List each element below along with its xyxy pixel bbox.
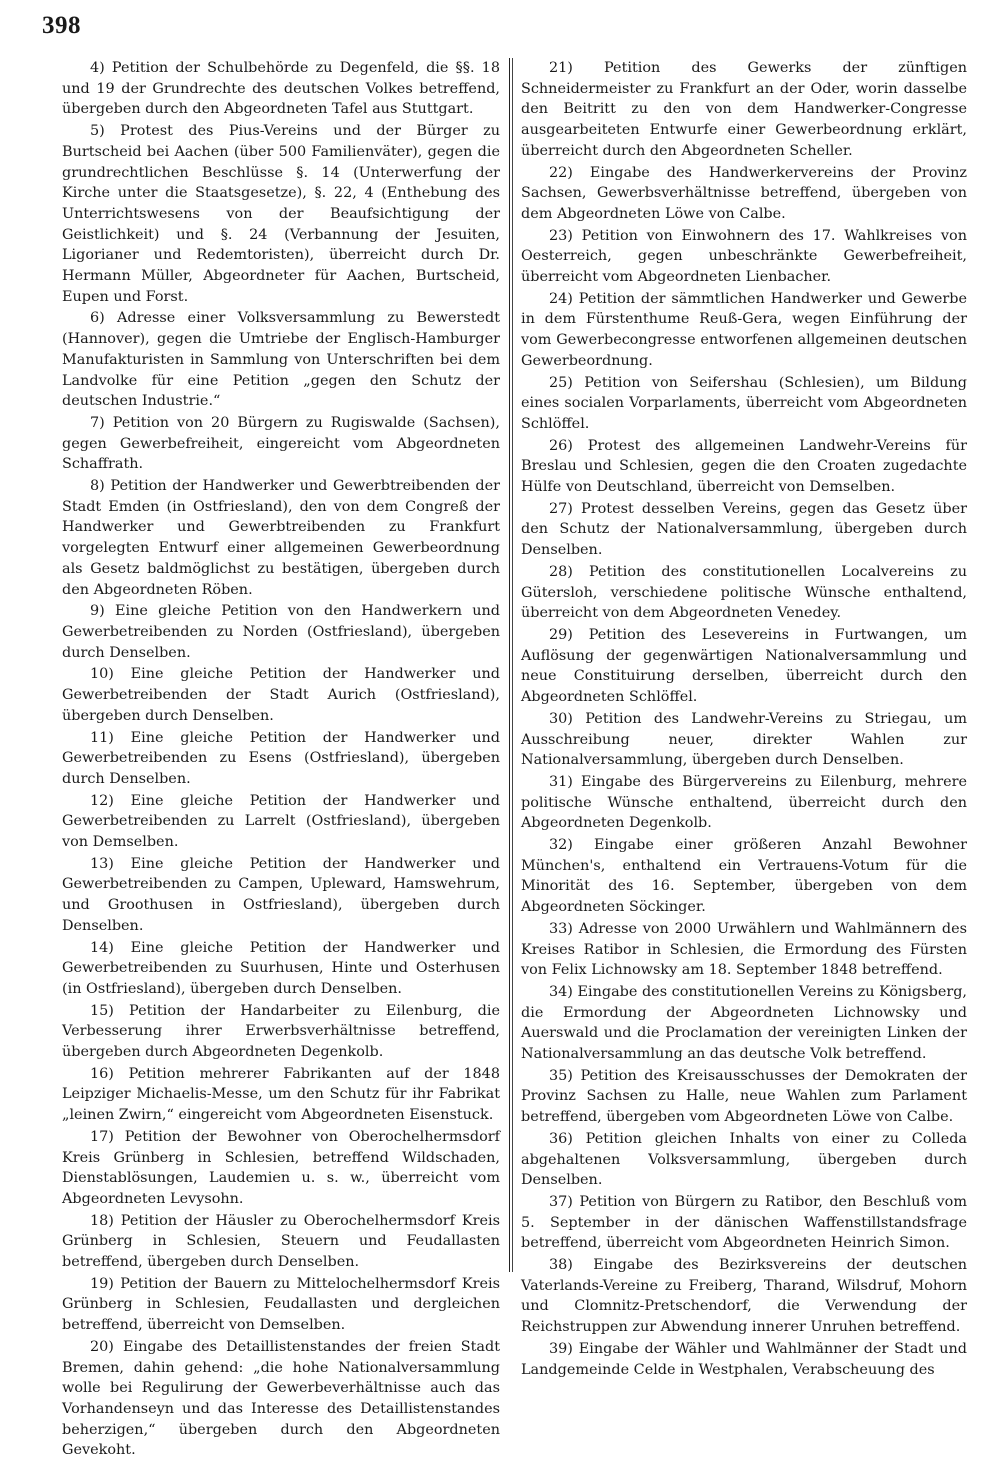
- page-number: 398: [42, 12, 81, 39]
- petition-entry: 32) Eingabe einer größeren Anzahl Bewohner München's, enthaltend ein Vertrauens-Votum für die Minorität des 16. September, übergeben von dem Abgeordneten Söckinger.: [521, 837, 967, 916]
- column-divider: [509, 58, 510, 1272]
- petition-entry: 17) Petition der Bewohner von Oberochelhermsdorf Kreis Grünberg in Schlesien, betreffend Wildschaden, Dienstablösungen, Laudemien u. s. w., überreicht vom Abgeordneten Levysohn.: [62, 1128, 500, 1207]
- petition-entry: 29) Petition des Lesevereins in Furtwangen, um Auflösung der gegenwärtigen Nationalversammlung und neue Constituirung derselben, überreicht durch den Abgeordneten Schlöffel.: [521, 626, 967, 706]
- petition-entry: 9) Eine gleiche Petition von den Handwerkern und Gewerbetreibenden zu Norden (Ostfriesland), übergeben durch Denselben.: [62, 603, 500, 661]
- petition-entry: 5) Protest des Pius-Vereins und der Bürger zu Burtscheid bei Aachen (über 500 Familienväter), gegen die grundrechtlichen Beschlüsse §. 14 (Unterwerfung der Kirche unter die Staatsgesetze), §. 22, 4 (Enthebung des Unterrichtswesens von der Beaufsichtigung der Geistlichkeit) und §. 24 (Verbannung der Jesuiten, Ligorianer und Redemtoristen), überreicht durch Dr. Hermann Müller, Abgeordneter für Aachen, Burtscheid, Eupen und Forst.: [62, 123, 500, 305]
- petition-entry: 10) Eine gleiche Petition der Handwerker und Gewerbetreibenden der Stadt Aurich (Ostfriesland), übergeben durch Denselben.: [62, 666, 500, 724]
- petition-entry: 11) Eine gleiche Petition der Handwerker und Gewerbetreibenden zu Esens (Ostfriesland), übergeben durch Denselben.: [62, 729, 500, 787]
- petition-entry: 36) Petition gleichen Inhalts von einer zu Colleda abgehaltenen Volksversammlung, übergeben durch Denselben.: [521, 1130, 967, 1189]
- petition-entry: 23) Petition von Einwohnern des 17. Wahlkreises von Oesterreich, gegen unbeschränkte Gewerbefreiheit, überreicht vom Abgeordneten Lienbacher.: [521, 227, 967, 286]
- left-column: [62, 58, 500, 1462]
- petition-entry: 30) Petition des Landwehr-Vereins zu Striegau, um Ausschreibung neuer, direkter Wahlen zur Nationalversammlung, übergeben durch Denselben.: [521, 710, 967, 769]
- petition-entry: 13) Eine gleiche Petition der Handwerker und Gewerbetreibenden zu Campen, Upleward, Hamswehrum, und Groothusen in Ostfriesland), übergeben durch Denselben.: [62, 855, 500, 934]
- petition-entry: 18) Petition der Häusler zu Oberochelhermsdorf Kreis Grünberg in Schlesien, Steuern und Feudallasten betreffend, übergeben durch Denselben.: [62, 1212, 500, 1271]
- petition-entry: 39) Eingabe der Wähler und Wahlmänner der Stadt und Landgemeinde Celde in Westphalen, Verabscheuung des: [521, 1340, 967, 1378]
- petition-entry: 20) Eingabe des Detaillistenstandes der freien Stadt Bremen, dahin gehend: „die hohe Nationalversammlung wolle bei Regulirung der Gewerbeverhältnisse auch das Vorhandenseyn und das Interesse des Detaillistenstandes beherzigen,“ übergeben durch den Abgeordneten Gevekoht.: [62, 1338, 500, 1459]
- petition-entry: 19) Petition der Bauern zu Mittelochelhermsdorf Kreis Grünberg in Schlesien, Feudallasten und dergleichen betreffend, überreicht von Demselben.: [62, 1275, 500, 1334]
- petition-entry: 25) Petition von Seifershau (Schlesien), um Bildung eines socialen Vorparlaments, überreicht vom Abgeordneten Schlöffel.: [521, 374, 967, 432]
- petition-entry: 34) Eingabe des constitutionellen Vereins zu Königsberg, die Ermordung der Abgeordneten Lichnowsky und Auerswald und die Proclamation der vereinigten Linken der Nationalversammlung an das deutsche Volk betreffend.: [521, 983, 967, 1063]
- right-column: [521, 58, 967, 1381]
- petition-entry: 26) Protest des allgemeinen Landwehr-Vereins für Breslau und Schlesien, gegen die den Croaten zugedachte Hülfe von Deutschland, überreicht von Demselben.: [521, 437, 967, 496]
- petition-entry: 28) Petition des constitutionellen Localvereins zu Gütersloh, verschiedene politische Wünsche enthaltend, überreicht von dem Abgeordneten Venedey.: [521, 563, 967, 622]
- petition-entry: 16) Petition mehrerer Fabrikanten auf der 1848 Leipziger Michaelis-Messe, um den Schutz für ihr Fabrikat „leinen Zwirn,“ eingereicht vom Abgeordneten Eisenstuck.: [62, 1065, 500, 1124]
- petition-entry: 21) Petition des Gewerks der zünftigen Schneidermeister zu Frankfurt an der Oder, worin dasselbe den Beitritt zu den von dem Handwerker-Congresse ausgearbeiteten Entwurfe einer Gewerbeordnung erklärt, überreicht durch den Abgeordneten Scheller.: [521, 60, 967, 159]
- petition-entry: 31) Eingabe des Bürgervereins zu Eilenburg, mehrere politische Wünsche enthaltend, überreicht durch den Abgeordneten Degenkolb.: [521, 773, 967, 832]
- petition-entry: 4) Petition der Schulbehörde zu Degenfeld, die §§. 18 und 19 der Grundrechte des deutschen Volkes betreffend, übergeben durch den Abgeordneten Tafel aus Stuttgart.: [62, 60, 500, 118]
- petition-entry: 33) Adresse von 2000 Urwählern und Wahlmännern des Kreises Ratibor in Schlesien, die Ermordung des Fürsten von Felix Lichnowsky am 18. September 1848 betreffend.: [521, 920, 967, 979]
- petition-entry: 35) Petition des Kreisausschusses der Demokraten der Provinz Sachsen zu Halle, neue Wahlen zum Parlament betreffend, übergeben vom Abgeordneten Löwe von Calbe.: [521, 1067, 967, 1126]
- petition-entry: 38) Eingabe des Bezirksvereins der deutschen Vaterlands-Vereine zu Freiberg, Tharand, Wilsdruf, Mohorn und Clomnitz-Pretschendorf, die Verwendung der Reichstruppen zur Abwendung innerer Unruhen betreffend.: [521, 1257, 967, 1336]
- petition-entry: 37) Petition von Bürgern zu Ratibor, den Beschluß vom 5. September in der dänischen Waffenstillstandsfrage betreffend, überreicht vom Abgeordneten Heinrich Simon.: [521, 1193, 967, 1252]
- petition-entry: 15) Petition der Handarbeiter zu Eilenburg, die Verbesserung ihrer Erwerbsverhältnisse betreffend, übergeben durch Abgeordneten Degenkolb.: [62, 1002, 500, 1061]
- petition-entry: 6) Adresse einer Volksversammlung zu Bewerstedt (Hannover), gegen die Umtriebe der Englisch-Hamburger Manufakturisten in Sammlung von Unterschriften bei dem Landvolke für eine Petition „gegen den Schutz der deutschen Industrie.“: [62, 310, 500, 410]
- petition-entry: 12) Eine gleiche Petition der Handwerker und Gewerbetreibenden zu Larrelt (Ostfriesland), übergeben von Demselben.: [62, 792, 500, 851]
- petition-entry: 24) Petition der sämmtlichen Handwerker und Gewerbe in dem Fürstenthume Reuß-Gera, wegen Einführung der vom Gewerbecongresse entworfenen allgemeinen deutschen Gewerbeordnung.: [521, 290, 967, 369]
- petition-entry: 14) Eine gleiche Petition der Handwerker und Gewerbetreibenden zu Suurhusen, Hinte und Osterhusen (in Ostfriesland), übergeben durch Denselben.: [62, 939, 500, 997]
- petition-entry: 27) Protest desselben Vereins, gegen das Gesetz über den Schutz der Nationalversammlung, übergeben durch Denselben.: [521, 500, 967, 559]
- petition-entry: 22) Eingabe des Handwerkervereins der Provinz Sachsen, Gewerbsverhältnisse betreffend, übergeben von dem Abgeordneten Löwe von Calbe.: [521, 164, 967, 222]
- petition-entry: 7) Petition von 20 Bürgern zu Rugiswalde (Sachsen), gegen Gewerbefreiheit, eingereicht vom Abgeordneten Schaffrath.: [62, 414, 500, 473]
- petition-entry: 8) Petition der Handwerker und Gewerbtreibenden der Stadt Emden (in Ostfriesland), den von dem Congreß der Handwerker und Gewerbtreibenden zu Frankfurt vorgelegten Entwurf einer allgemeinen Gewerbeordnung als Gesetz baldmöglichst zu bestätigen, übergeben durch den Abgeordneten Röben.: [62, 478, 500, 598]
